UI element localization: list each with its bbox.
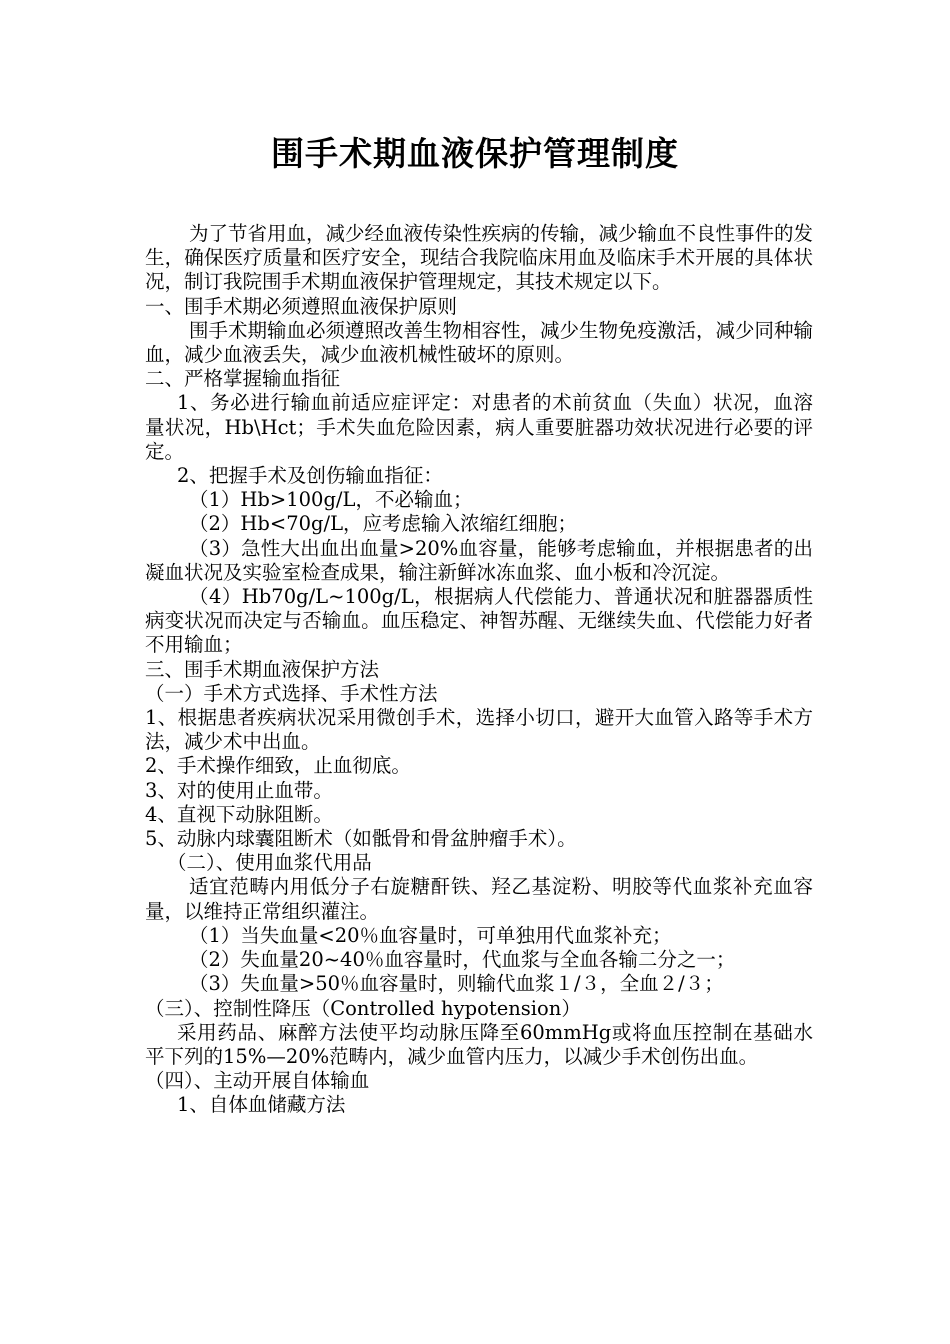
paragraph: 采用药品、麻醉方法使平均动脉压降至60mmHg或将血压控制在基础水平下列的15%—20%范畴内，减少血管内压力，以减少手术创伤出血。 [145,1020,813,1068]
paragraph: 4、直视下动脉阻断。 [145,802,333,826]
paragraph: （4）Hb70g/L~100g/L，根据病人代偿能力、普通状况和脏器器质性病变状况而决定与否输血。血压稳定、神智苏醒、无继续失血、代偿能力好者不用输血； [145,585,813,657]
paragraph: （2）失血量20~40％血容量时，代血浆与全血各输二分之一； [189,948,736,972]
paragraph: （3）急性大出血出血量>20%血容量，能够考虑输血，并根据患者的出凝血状况及实验室检查成果，输注新鲜冰冻血浆、血小板和冷沉淀。 [145,536,813,584]
paragraph: 1、自体血储藏方法 [177,1093,346,1117]
paragraph: （二）、使用血浆代用品 [167,851,372,875]
paragraph: （2）Hb<70g/L，应考虑输入浓缩红细胞； [189,512,578,536]
paragraph: （1）当失血量<20％血容量时，可单独用代血浆补充； [189,923,672,947]
paragraph: 1、根据患者疾病状况采用微创手术，选择小切口，避开大血管入路等手术方法，减少术中出血。 [145,706,813,754]
paragraph: 三、围手术期血液保护方法 [145,657,380,681]
document-body [145,222,813,1118]
paragraph: （1）Hb>100g/L，不必输血； [189,488,473,512]
document-title: 围手术期血液保护管理制度 [271,134,679,173]
paragraph: 适宜范畴内用低分子右旋糖酐铁、羟乙基淀粉、明胶等代血浆补充血容量，以维持正常组织灌注。 [145,875,813,923]
paragraph: 3、对的使用止血带。 [145,778,333,802]
paragraph: 围手术期输血必须遵照改善生物相容性，减少生物免疫激活，减少同种输血，减少血液丢失，减少血液机械性破坏的原则。 [145,318,814,367]
paragraph: 2、手术操作细致，止血彻底。 [145,754,411,778]
paragraph: （三）、控制性降压（Controlled hypotension） [145,996,581,1020]
paragraph: 一、围手术期必须遵照血液保护原则 [145,294,458,318]
paragraph: 1、务必进行输血前适应症评定：对患者的术前贫血（失血）状况，血溶量状况，Hb\Hct；手术失血危险因素，病人重要脏器功效状况进行必要的评定。 [145,391,813,463]
paragraph: 为了节省用血，减少经血液传染性疾病的传输，减少输血不良性事件的发生，确保医疗质量和医疗安全，现结合我院临床用血及临床手术开展的具体状况，制订我院围手术期血液保护管理规定，其技术规定以下。 [145,222,814,294]
paragraph: （3）失血量>50％血容量时，则输代血浆１/３，全血２/３； [189,972,724,996]
paragraph: （一）手术方式选择、手术性方法 [145,681,438,705]
paragraph: （四）、主动开展自体输血 [145,1069,370,1093]
paragraph: 二、严格掌握输血指征 [145,367,341,391]
paragraph: 2、把握手术及创伤输血指征： [177,464,443,488]
paragraph: 5、动脉内球囊阻断术（如骶骨和骨盆肿瘤手术）。 [145,827,577,851]
